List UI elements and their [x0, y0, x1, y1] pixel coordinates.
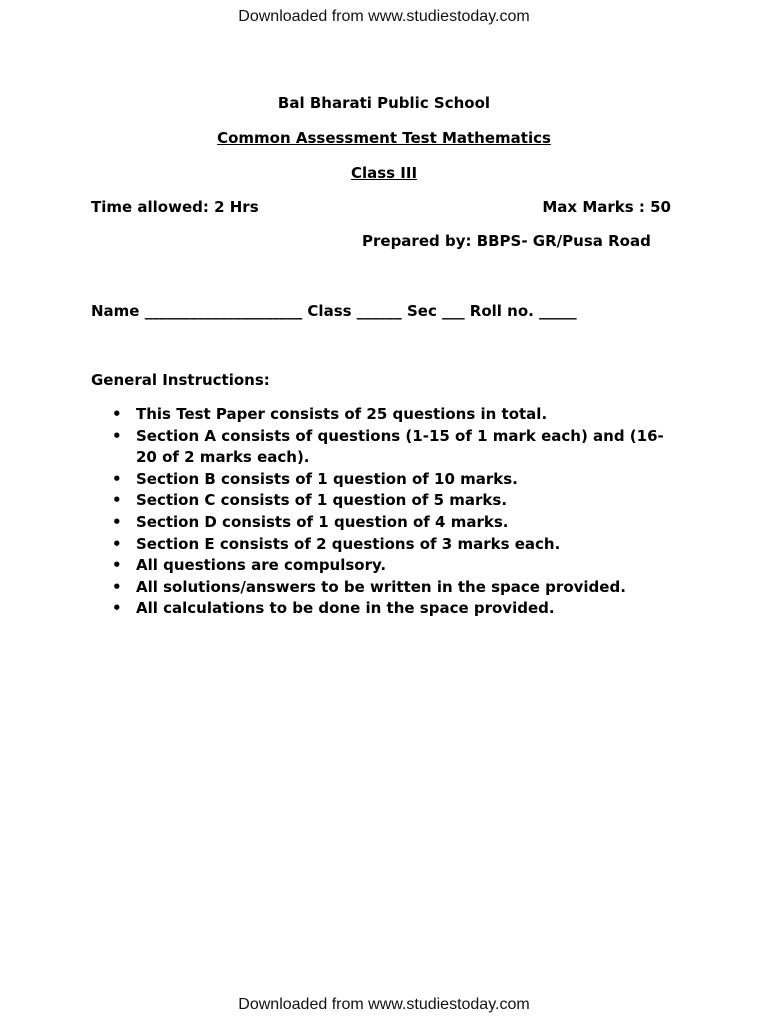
instruction-text: This Test Paper consists of 25 questions in total.: [136, 405, 548, 423]
time-allowed: Time allowed: 2 Hrs: [91, 198, 259, 216]
bullet-icon: •: [112, 512, 122, 531]
instruction-item: [112, 469, 682, 491]
school-name: Bal Bharati Public School: [277, 94, 491, 112]
instruction-item: [112, 490, 682, 512]
bullet-icon: •: [112, 405, 122, 423]
instruction-text: Section A consists of questions (1-15 of 1 mark each) and (16-20 of 2 marks each).: [136, 426, 664, 467]
instruction-item: [112, 577, 682, 599]
bullet-icon: •: [112, 534, 122, 553]
instruction-text: Section E consists of 2 questions of 3 marks each.: [136, 534, 561, 553]
instruction-item: [112, 512, 682, 534]
instructions-list: [112, 404, 682, 620]
bullet-icon: •: [112, 577, 122, 596]
bullet-icon: •: [112, 426, 122, 445]
general-instructions-heading: General Instructions:: [91, 371, 270, 389]
instruction-text: Section C consists of 1 question of 5 marks.: [136, 491, 508, 510]
instruction-item: [112, 404, 682, 426]
source-watermark-top: Downloaded from www.studiestoday.com: [238, 8, 530, 25]
instruction-text: All questions are compulsory.: [136, 556, 387, 575]
instruction-text: All calculations to be done in the space provided.: [136, 599, 555, 618]
instruction-item: [112, 426, 682, 469]
max-marks: Max Marks : 50: [542, 198, 671, 216]
bullet-icon: •: [112, 491, 122, 510]
bullet-icon: •: [112, 556, 122, 575]
instruction-text: Section D consists of 1 question of 4 marks.: [136, 512, 509, 531]
bullet-icon: •: [112, 599, 122, 618]
test-title: Common Assessment Test Mathematics: [217, 129, 551, 147]
instruction-text: Section B consists of 1 question of 10 marks.: [136, 469, 518, 488]
prepared-by: Prepared by: BBPS- GR/Pusa Road: [362, 232, 651, 250]
bullet-icon: •: [112, 469, 122, 488]
instruction-item: [112, 534, 682, 556]
source-watermark-bottom: Downloaded from www.studiestoday.com: [238, 996, 530, 1013]
instruction-item: [112, 598, 682, 620]
class-title: Class III: [350, 164, 418, 182]
student-details-line: Name _____________________ Class ______ Sec ___ Roll no. _____: [91, 302, 577, 320]
instruction-text: All solutions/answers to be written in the space provided.: [136, 577, 626, 596]
instruction-item: [112, 555, 682, 577]
